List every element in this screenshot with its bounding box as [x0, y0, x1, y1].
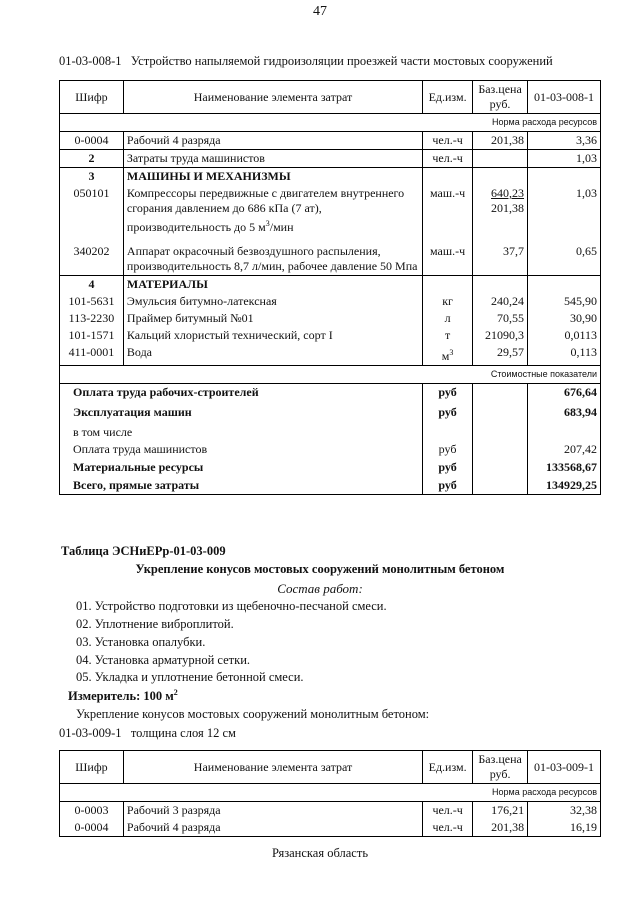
- work-step: 05. Укладка и уплотнение бетонной смеси.: [76, 670, 304, 684]
- table-row: 2 Затраты труда машинистов чел.-ч 1,03: [60, 150, 601, 168]
- header-name: Наименование элемента затрат: [123, 751, 422, 784]
- section-name: Устройство напыляемой гидроизоляции проезжей части мостовых сооружений: [130, 54, 553, 68]
- norm-caption: Норма расхода ресурсов: [473, 114, 601, 132]
- work-step: 04. Установка арматурной сетки.: [76, 653, 251, 667]
- resource-table-1: [59, 80, 601, 495]
- table-row: 411-0001 Вода $м^3$ 29,57 0,113: [60, 344, 601, 366]
- section-title: [59, 54, 553, 69]
- work-description: Укрепление конусов мостовых сооружений монолитным бетоном:: [76, 707, 430, 721]
- table-title: Укрепление конусов мостовых сооружений монолитным бетоном: [135, 562, 505, 576]
- measure-unit: Измеритель: 100 $м^2$: [68, 688, 178, 704]
- header-price: Баз.цена руб.: [473, 81, 528, 114]
- header-code: Шифр: [60, 81, 124, 114]
- footer-region: Рязанская область: [271, 846, 369, 860]
- table-row: 0-0003 Рабочий 3 разряда чел.-ч 176,21 32,38: [60, 802, 601, 820]
- summary-row: Оплата труда машинистов руб 207,42: [60, 441, 601, 459]
- composition-title: Состав работ:: [277, 581, 363, 596]
- header-name: Наименование элемента затрат: [123, 81, 422, 114]
- table-row: 113-2230 Праймер битумный №01 л 70,55 30,90: [60, 310, 601, 327]
- work-step: 02. Уплотнение виброплитой.: [76, 617, 234, 631]
- work-step: 01. Устройство подготовки из щебеночно-песчаной смеси.: [76, 599, 387, 613]
- header-norm: 01-03-009-1: [528, 751, 601, 784]
- resource-table-2: [59, 750, 601, 837]
- table-row: 0-0004 Рабочий 4 разряда чел.-ч 201,38 3,36: [60, 132, 601, 150]
- work-step: 03. Установка опалубки.: [76, 635, 206, 649]
- table-label: Таблица ЭСНиЕРр-01-03-009: [61, 544, 226, 558]
- table-row: 101-5631 Эмульсия битумно-латексная кг 240,24 545,90: [60, 293, 601, 310]
- cost-caption: Стоимостные показатели: [60, 366, 601, 384]
- header-unit: Ед.изм.: [423, 81, 473, 114]
- summary-row: Эксплуатация машин руб 683,94: [60, 404, 601, 424]
- table-row: 0-0004 Рабочий 4 разряда чел.-ч 201,38 16,19: [60, 819, 601, 837]
- summary-row: Всего, прямые затраты руб 134929,25: [60, 477, 601, 495]
- table-row: 101-1571 Кальций хлористый технический, сорт I т 21090,3 0,0113: [60, 327, 601, 344]
- summary-row: Материальные ресурсы руб 133568,67: [60, 459, 601, 477]
- table-row: 050101 Компрессоры передвижные с двигателем внутреннего сгорания давлением до 686 кПа (7 ат), производительность до 5 $м^3$/мин маш.-ч 640,23 201,38 1,03: [60, 185, 601, 236]
- page-number: 47: [313, 4, 327, 19]
- item-name: толщина слоя 12 см: [130, 726, 236, 740]
- item-code: 01-03-009-1: [59, 726, 122, 740]
- table-row: 4 МАТЕРИАЛЫ: [60, 276, 601, 294]
- header-price: Баз.цена руб.: [473, 751, 528, 784]
- header-unit: Ед.изм.: [423, 751, 473, 784]
- table-row: 340202 Аппарат окрасочный безвоздушного распыления, производительность 8,7 л/мин, рабочее давление 50 Мпа маш.-ч 37,7 0,65: [60, 236, 601, 276]
- summary-row: в том числе: [60, 424, 601, 441]
- table-row: 3 МАШИНЫ И МЕХАНИЗМЫ: [60, 168, 601, 186]
- header-code: Шифр: [60, 751, 124, 784]
- summary-row: Оплата труда рабочих-строителей руб 676,64: [60, 384, 601, 404]
- header-norm: 01-03-008-1: [528, 81, 601, 114]
- section-code: 01-03-008-1: [59, 54, 122, 68]
- item-code-line: [59, 726, 236, 741]
- norm-caption: Норма расхода ресурсов: [473, 784, 601, 802]
